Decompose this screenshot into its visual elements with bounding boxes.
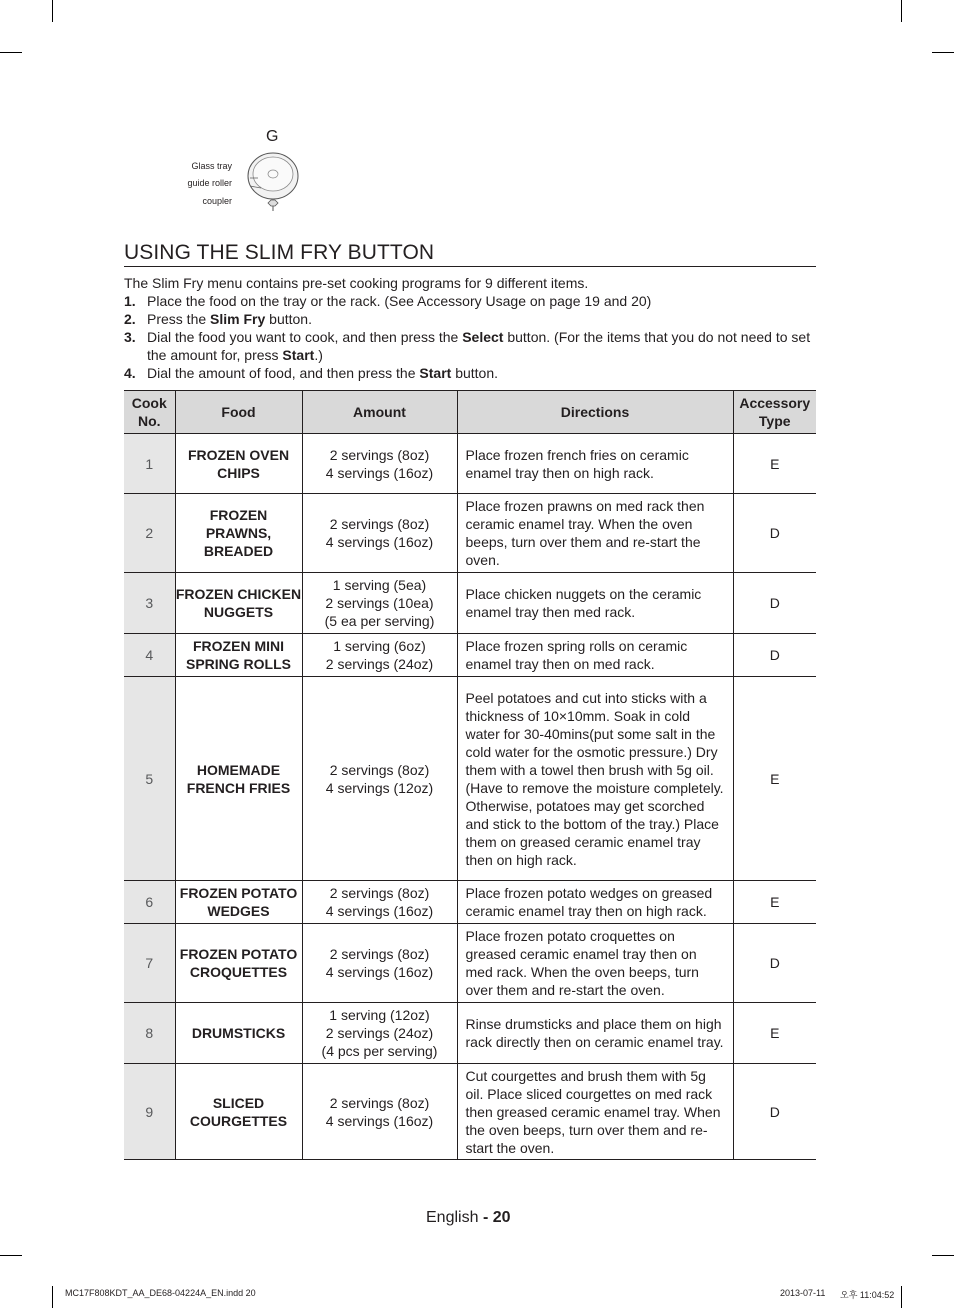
amount-line: 4 servings (16oz): [325, 903, 434, 919]
amount-line: 2 servings (24oz): [325, 656, 434, 672]
header-cook-no: Cook No.: [124, 391, 175, 434]
steps-list: [124, 292, 816, 382]
crop-mark: [0, 1255, 22, 1256]
amount-line: 1 serving (12oz): [329, 1007, 430, 1023]
table-header-row: [124, 391, 816, 434]
step-bold-text: Start: [282, 347, 315, 363]
cook-number-cell: 6: [124, 881, 175, 924]
table-row: [124, 881, 816, 924]
amount-line: 4 servings (12oz): [325, 779, 434, 796]
amount-line: 2 servings (8oz): [329, 516, 430, 532]
food-cell: DRUMSTICKS: [175, 1003, 302, 1064]
print-date: 2013-07-11: [780, 1288, 826, 1298]
crop-mark: [932, 1255, 954, 1256]
amount-line: (5 ea per serving): [324, 613, 435, 629]
cook-number-cell: 4: [124, 634, 175, 677]
step-item: [124, 364, 816, 382]
step-text: Dial the amount of food, and then press the: [147, 365, 420, 381]
footer-page-number: - 20: [482, 1209, 511, 1226]
amount-cell: [302, 677, 457, 881]
step-text: Dial the food you want to cook, and then press the: [147, 329, 463, 345]
footer-language: English: [426, 1209, 479, 1226]
accessory-type-cell: D: [733, 1064, 816, 1160]
accessory-type-cell: E: [733, 677, 816, 881]
amount-cell: [302, 1064, 457, 1160]
figure-label-glass-tray: Glass tray: [191, 161, 232, 171]
food-cell: SLICED COURGETTES: [175, 1064, 302, 1160]
step-bold-text: Select: [462, 329, 504, 345]
table-row: [124, 1003, 816, 1064]
section-title: USING THE SLIM FRY BUTTON: [124, 240, 816, 267]
directions-cell: Place frozen prawns on med rack then ceramic enamel tray. When the oven beeps, turn over them and re-start the oven.: [457, 494, 733, 573]
crop-mark: [0, 52, 22, 53]
food-cell: FROZEN POTATO WEDGES: [175, 881, 302, 924]
table-row: [124, 924, 816, 1003]
accessory-type-cell: E: [733, 434, 816, 494]
amount-cell: [302, 1003, 457, 1064]
crop-mark: [932, 52, 954, 53]
table-row: [124, 634, 816, 677]
figure-label-coupler: coupler: [202, 196, 232, 206]
header-food: Food: [175, 391, 302, 434]
slim-fry-table: [124, 390, 816, 1160]
amount-line: 1 serving (6oz): [333, 638, 426, 654]
directions-cell: Rinse drumsticks and place them on high rack directly then on ceramic enamel tray.: [457, 1003, 733, 1064]
crop-mark: [52, 1286, 53, 1308]
step-number: 3.: [124, 329, 136, 345]
directions-cell: Place frozen potato wedges on greased ceramic enamel tray then on high rack.: [457, 881, 733, 924]
cook-number-cell: 8: [124, 1003, 175, 1064]
food-cell: FROZEN MINI SPRING ROLLS: [175, 634, 302, 677]
step-number: 2.: [124, 311, 136, 327]
amount-cell: [302, 634, 457, 677]
amount-line: 4 servings (16oz): [325, 534, 434, 550]
food-cell: FROZEN POTATO CROQUETTES: [175, 924, 302, 1003]
table-row: [124, 434, 816, 494]
cook-number-cell: 1: [124, 434, 175, 494]
step-text: button. (For the items that you do not need to set the amount for, press: [147, 329, 811, 363]
food-cell: FROZEN PRAWNS, BREADED: [175, 494, 302, 573]
step-number: 4.: [124, 365, 136, 381]
amount-line: 4 servings (16oz): [325, 1112, 434, 1129]
page-footer: [426, 1209, 511, 1227]
amount-line: 2 servings (8oz): [329, 446, 430, 463]
accessory-type-cell: D: [733, 494, 816, 573]
intro-block: [124, 274, 816, 382]
crop-mark: [901, 1286, 902, 1308]
directions-cell: Place frozen potato croquettes on greased ceramic enamel tray then on med rack. When the oven beeps, turn over them and re-start the oven.: [457, 924, 733, 1003]
step-item: [124, 292, 816, 310]
food-cell: HOMEMADE FRENCH FRIES: [175, 677, 302, 881]
step-number: 1.: [124, 293, 136, 309]
table-body: [124, 434, 816, 1160]
amount-line: 2 servings (24oz): [325, 1025, 434, 1041]
accessory-type-cell: D: [733, 634, 816, 677]
print-file-info: MC17F808KDT_AA_DE68-04224A_EN.indd 20: [65, 1288, 256, 1298]
directions-cell: Cut courgettes and brush them with 5g oil. Place sliced courgettes on med rack then greased ceramic enamel tray. When the oven beeps, turn over them and re-start the oven.: [457, 1064, 733, 1160]
amount-line: 2 servings (8oz): [329, 1094, 430, 1111]
header-amount: Amount: [302, 391, 457, 434]
step-text: button.: [451, 365, 499, 381]
amount-cell: [302, 881, 457, 924]
accessory-type-cell: E: [733, 1003, 816, 1064]
crop-mark: [901, 0, 902, 22]
amount-line: 4 servings (16oz): [325, 464, 434, 481]
table-row: [124, 573, 816, 634]
amount-cell: [302, 494, 457, 573]
accessory-figure: [170, 128, 310, 220]
cook-number-cell: 3: [124, 573, 175, 634]
intro-text: The Slim Fry menu contains pre-set cooking programs for 9 different items.: [124, 275, 589, 291]
amount-line: 1 serving (5ea): [332, 577, 427, 593]
directions-cell: Place frozen french fries on ceramic enamel tray then on high rack.: [457, 434, 733, 494]
directions-cell: Place chicken nuggets on the ceramic enamel tray then med rack.: [457, 573, 733, 634]
table-row: [124, 494, 816, 573]
amount-cell: [302, 924, 457, 1003]
cook-number-cell: 9: [124, 1064, 175, 1160]
step-text: Place the food on the tray or the rack. (See Accessory Usage on page 19 and 20): [147, 293, 652, 309]
glass-tray-illustration: [246, 150, 302, 214]
accessory-type-cell: D: [733, 924, 816, 1003]
step-bold-text: Slim Fry: [210, 311, 266, 327]
amount-line: (4 pcs per serving): [321, 1043, 438, 1059]
step-bold-text: Start: [419, 365, 452, 381]
accessory-type-cell: D: [733, 573, 816, 634]
amount-line: 4 servings (16oz): [325, 964, 434, 980]
directions-cell: Place frozen spring rolls on ceramic enamel tray then on med rack.: [457, 634, 733, 677]
food-cell: FROZEN CHICKEN NUGGETS: [175, 573, 302, 634]
directions-cell: Peel potatoes and cut into sticks with a thickness of 10×10mm. Soak in cold water for 30-40mins(put some salt in the cold water for the osmotic pressure.) Dry them with a towel then brush with 5g oil. (Have to remove the moisture completely. Otherwise, potatoes may get scorched and stick to the bottom of the tray.) Place them on greased ceramic enamel tray then on high rack.: [457, 677, 733, 881]
amount-line: 2 servings (8oz): [329, 946, 430, 962]
cook-number-cell: 7: [124, 924, 175, 1003]
amount-line: 2 servings (8oz): [329, 761, 430, 778]
header-accessory-type: Accessory Type: [733, 391, 816, 434]
accessory-type-cell: E: [733, 881, 816, 924]
table-row: [124, 1064, 816, 1160]
figure-letter: G: [266, 128, 279, 145]
amount-cell: [302, 434, 457, 494]
figure-label-guide-roller: guide roller: [187, 178, 232, 188]
amount-line: 2 servings (10ea): [325, 595, 434, 611]
step-text: button.: [265, 311, 312, 327]
cook-number-cell: 2: [124, 494, 175, 573]
step-item: [124, 310, 816, 328]
print-time: 오후 11:04:52: [840, 1290, 895, 1300]
header-directions: Directions: [457, 391, 733, 434]
food-cell: FROZEN OVEN CHIPS: [175, 434, 302, 494]
crop-mark: [52, 0, 53, 22]
step-text: .): [314, 347, 323, 363]
table-row: [124, 677, 816, 881]
amount-cell: [302, 573, 457, 634]
cook-number-cell: 5: [124, 677, 175, 881]
step-text: Press the: [147, 311, 211, 327]
amount-line: 2 servings (8oz): [329, 885, 430, 901]
step-item: [124, 328, 816, 364]
